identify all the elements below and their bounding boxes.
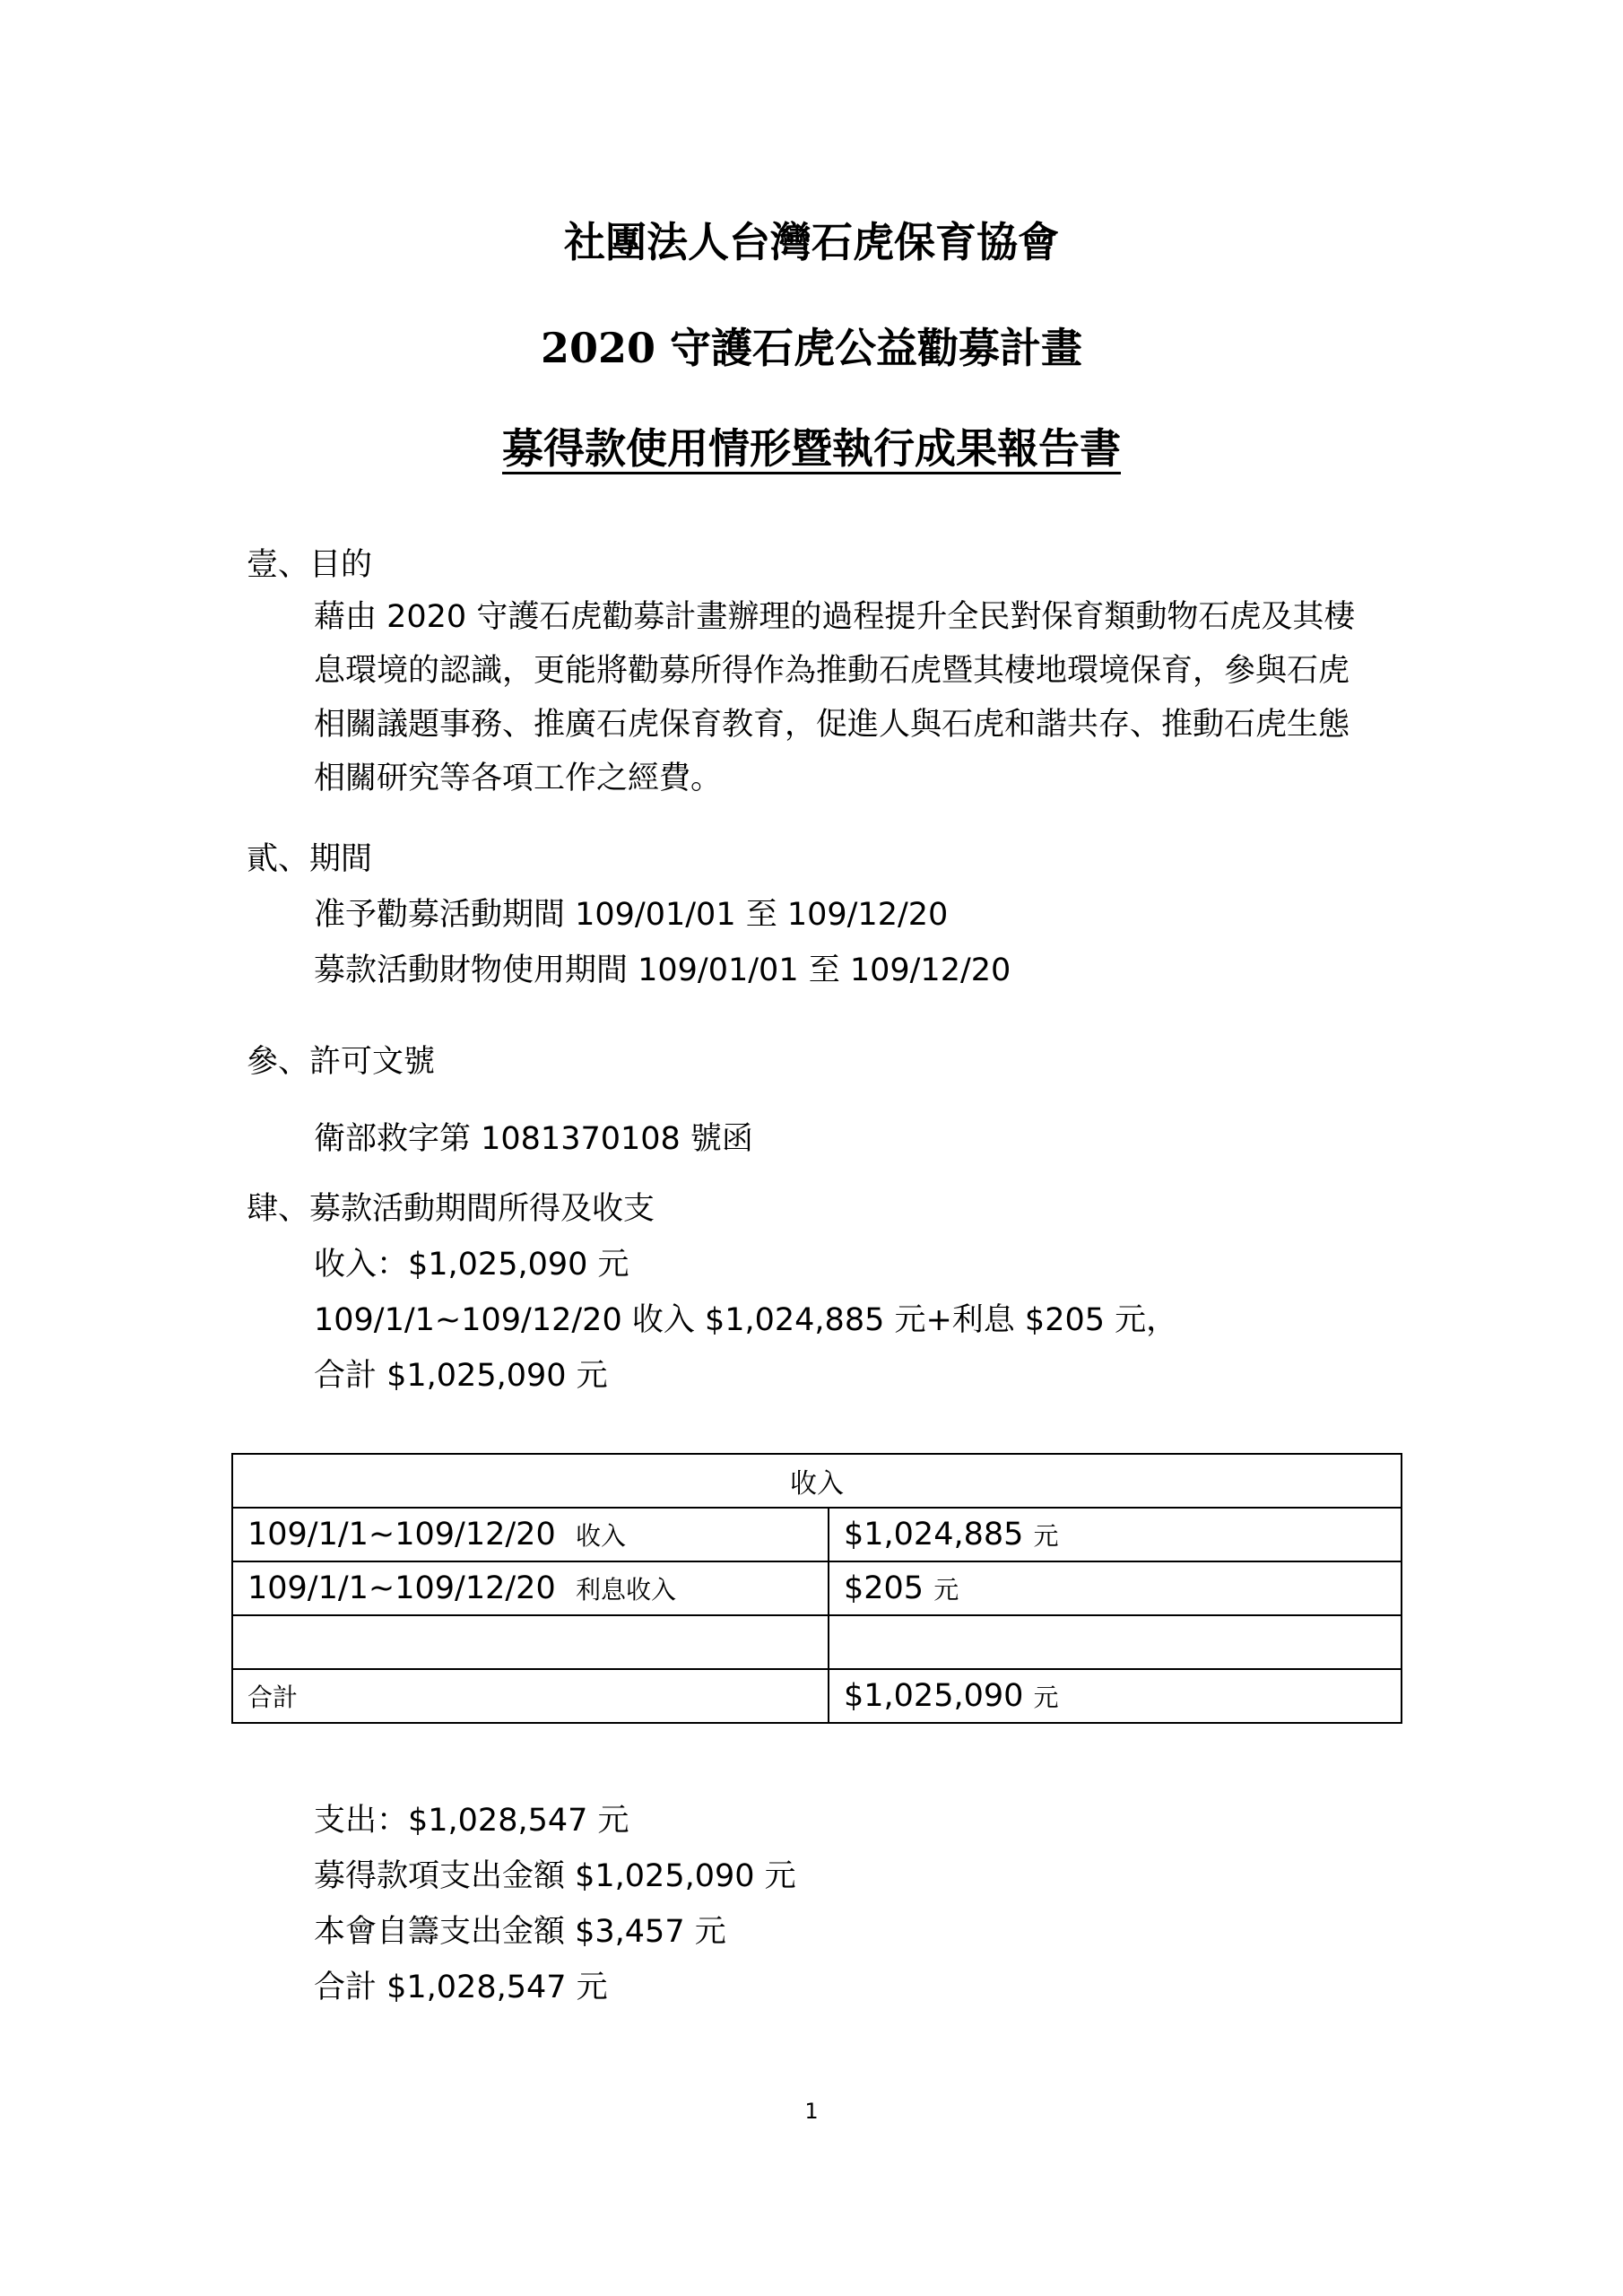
table-cell-amount: $1,025,090 元 [829, 1669, 1402, 1723]
table-cell-label: 109/1/1~109/12/20 利息收入 [232, 1561, 829, 1615]
table-cell-label: 合計 [232, 1669, 829, 1723]
section-finance-heading: 肆、募款活動期間所得及收支 [247, 1191, 655, 1227]
expense-summary: 支出：$1,028,547 元 [314, 1803, 629, 1839]
paragraph-line: 息環境的認識，更能將勸募所得作為推動石虎暨其棲地環境保育，參與石虎 [314, 653, 1350, 689]
table-total-row [232, 1669, 1402, 1723]
table-cell-amount: $1,024,885 元 [829, 1508, 1402, 1561]
paragraph-line: 相關議題事務、推廣石虎保育教育，促進人與石虎和諧共存、推動石虎生態 [314, 707, 1350, 743]
table-cell-amount [829, 1615, 1402, 1669]
table-cell-label: 109/1/1~109/12/20 收入 [232, 1508, 829, 1561]
income-detail: 109/1/1~109/12/20 收入 $1,024,885 元+利息 $205 元， [314, 1302, 1178, 1338]
expense-total: 合計 $1,028,547 元 [314, 1970, 608, 2005]
project-title: 2020 守護石虎公益勸募計畫 [540, 324, 1083, 372]
income-table [231, 1453, 1402, 1724]
section-purpose-paragraph [314, 590, 1390, 805]
usage-period: 募款活動財物使用期間 109/01/01 至 109/12/20 [314, 952, 1011, 988]
table-row [232, 1561, 1402, 1615]
expense-donation: 募得款項支出金額 $1,025,090 元 [314, 1858, 796, 1894]
report-title: 募得款使用情形暨執行成果報告書 [502, 424, 1121, 473]
approved-period: 准予勸募活動期間 109/01/01 至 109/12/20 [314, 897, 949, 933]
page-number: 1 [804, 2099, 819, 2124]
paragraph-line: 相關研究等各項工作之經費。 [314, 761, 723, 796]
income-total: 合計 $1,025,090 元 [314, 1358, 608, 1394]
table-row [232, 1615, 1402, 1669]
section-permit-heading: 參、許可文號 [247, 1044, 436, 1080]
section-purpose-heading: 壹、目的 [247, 547, 373, 583]
table-header-cell: 收入 [232, 1454, 1402, 1508]
expense-self-funded: 本會自籌支出金額 $3,457 元 [314, 1914, 726, 1950]
org-title: 社團法人台灣石虎保育協會 [564, 218, 1059, 266]
paragraph-line: 藉由 2020 守護石虎勸募計畫辦理的過程提升全民對保育類動物石虎及其棲 [314, 599, 1356, 635]
table-cell-amount: $205 元 [829, 1561, 1402, 1615]
section-period-heading: 貳、期間 [247, 841, 373, 877]
permit-number: 衛部救字第 1081370108 號函 [314, 1121, 753, 1157]
table-row [232, 1508, 1402, 1561]
income-summary: 收入：$1,025,090 元 [314, 1247, 629, 1283]
table-header-row [232, 1454, 1402, 1508]
table-cell-label [232, 1615, 829, 1669]
